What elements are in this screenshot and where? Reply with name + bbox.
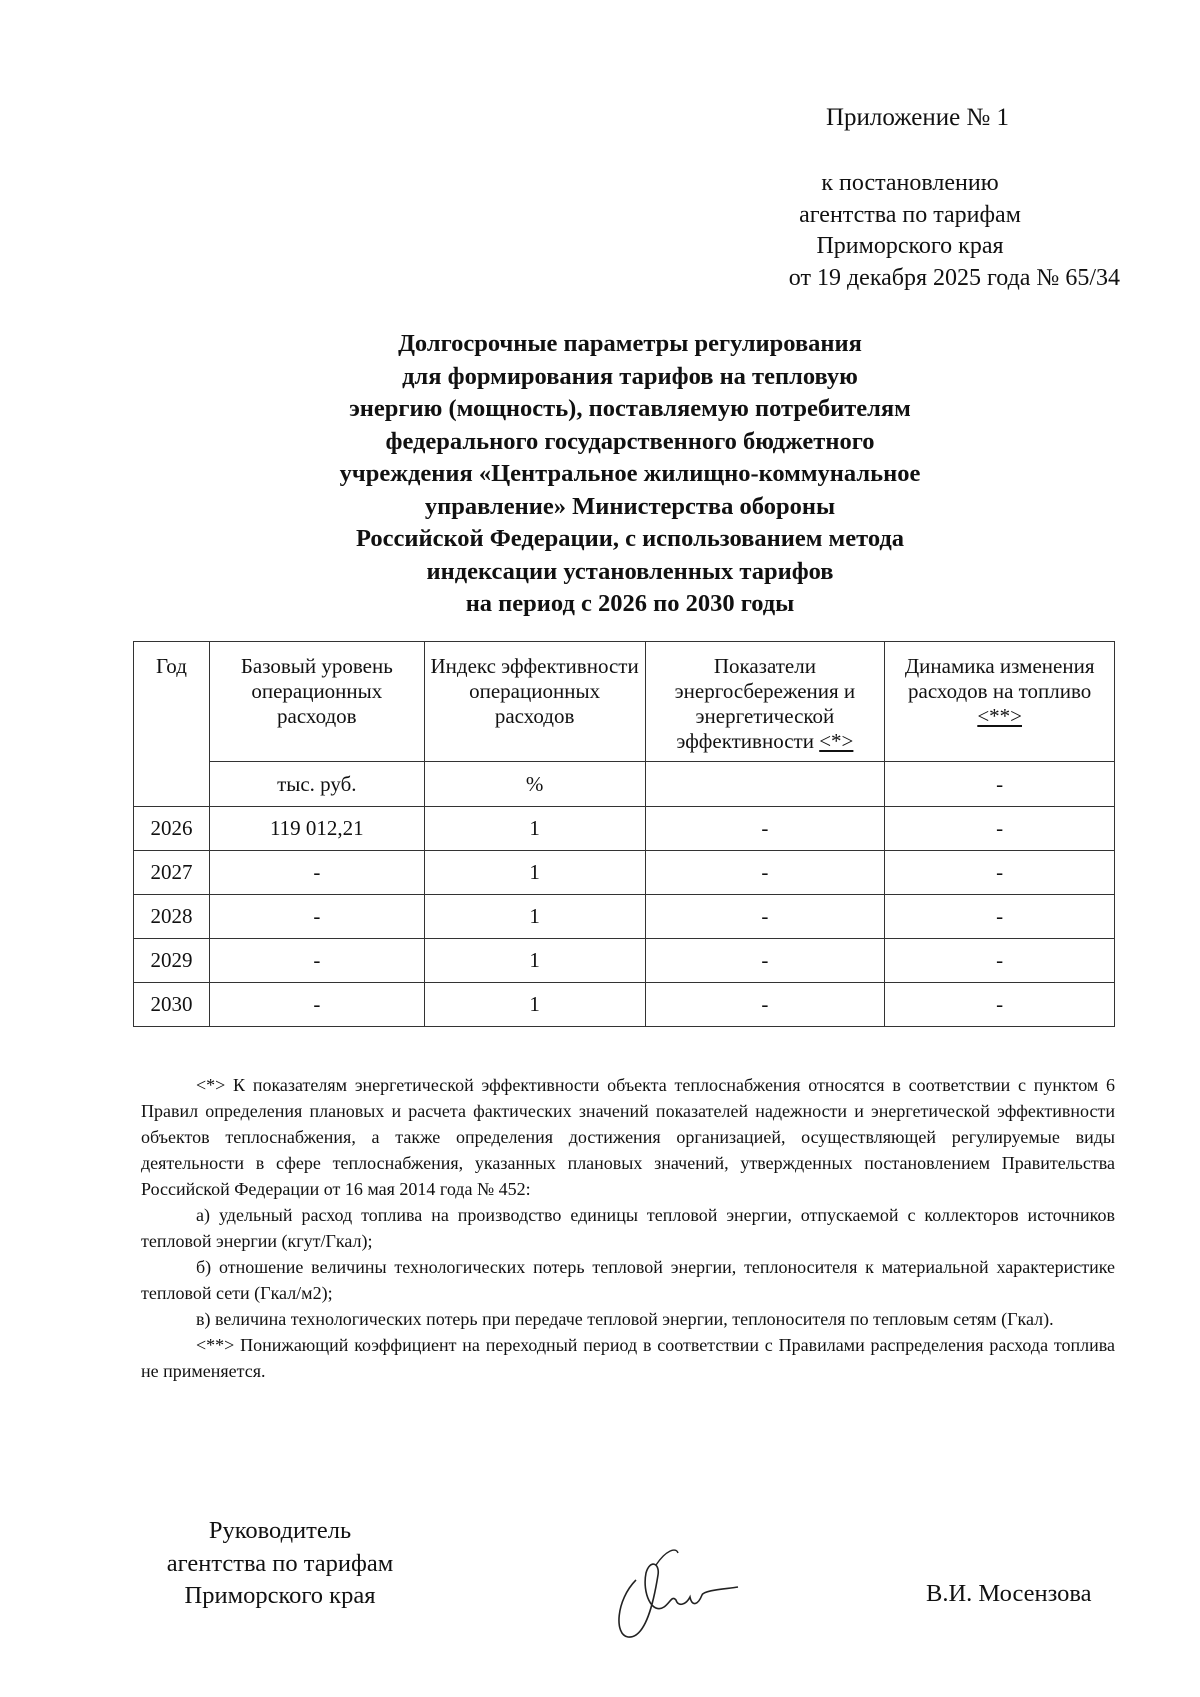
table-units-row bbox=[134, 762, 1115, 807]
header-fuel-dynamics bbox=[885, 642, 1115, 762]
position-line: агентства по тарифам bbox=[166, 1549, 394, 1577]
table-row bbox=[134, 851, 1115, 895]
footnotes bbox=[141, 1072, 1115, 1384]
footnote-item-a: а) удельный расход топлива на производство единицы тепловой энергии, отпускаемой с коллекторов источников тепловой энергии (кгут/Гкал); bbox=[141, 1205, 1115, 1251]
title-line: индексации установленных тарифов bbox=[426, 557, 834, 585]
cell-year: 2026 bbox=[134, 807, 210, 851]
cell-index: 1 bbox=[424, 807, 645, 851]
cell-fuel: - bbox=[885, 851, 1115, 895]
reference-line: к постановлению bbox=[821, 170, 999, 196]
cell-energy: - bbox=[645, 983, 885, 1027]
parameters-table bbox=[133, 641, 1115, 1027]
unit-cell: % bbox=[424, 762, 645, 807]
title-line: федерального государственного бюджетного bbox=[385, 427, 875, 455]
cell-base-level: 119 012,21 bbox=[209, 807, 424, 851]
unit-cell: тыс. руб. bbox=[209, 762, 424, 807]
position-line: Руководитель bbox=[208, 1517, 352, 1544]
footnote-item-b: б) отношение величины технологических потерь тепловой энергии, теплоносителя к материальной характеристике тепловой сети (Гкал/м2); bbox=[141, 1257, 1115, 1303]
cell-fuel: - bbox=[885, 939, 1115, 983]
cell-year: 2029 bbox=[134, 939, 210, 983]
unit-cell: - bbox=[885, 762, 1115, 807]
signatory-position bbox=[140, 1515, 420, 1613]
cell-base-level: - bbox=[209, 983, 424, 1027]
cell-energy: - bbox=[645, 807, 885, 851]
cell-year: 2030 bbox=[134, 983, 210, 1027]
header-year: Год bbox=[134, 642, 210, 807]
cell-index: 1 bbox=[424, 851, 645, 895]
cell-fuel: - bbox=[885, 895, 1115, 939]
cell-year: 2027 bbox=[134, 851, 210, 895]
table-row bbox=[134, 983, 1115, 1027]
table-row bbox=[134, 895, 1115, 939]
title-line: учреждения «Центральное жилищно-коммунальное bbox=[339, 460, 921, 487]
title-line: для формирования тарифов на тепловую bbox=[402, 362, 858, 390]
table-row bbox=[134, 807, 1115, 851]
header-efficiency-index: Индекс эффективности операционных расходов bbox=[424, 642, 645, 762]
footnote-ref-link[interactable]: <*> bbox=[819, 729, 854, 753]
title-line: управление» Министерства обороны bbox=[424, 492, 836, 520]
title-line: на период с 2026 по 2030 годы bbox=[465, 590, 795, 617]
cell-year: 2028 bbox=[134, 895, 210, 939]
cell-energy: - bbox=[645, 939, 885, 983]
reference-line: агентства по тарифам bbox=[799, 201, 1021, 228]
table-header-row bbox=[134, 642, 1115, 762]
footnote-fuel: <**> Понижающий коэффициент на переходный период в соответствии с Правилами распределения расхода топлива не применяется. bbox=[141, 1335, 1115, 1381]
cell-index: 1 bbox=[424, 939, 645, 983]
document-title bbox=[250, 328, 1010, 621]
title-line: энергию (мощность), поставляемую потребителям bbox=[349, 395, 911, 422]
cell-base-level: - bbox=[209, 939, 424, 983]
reference-date-line: от 19 декабря 2025 года № 65/34 bbox=[788, 264, 1120, 291]
header-text: Динамика изменения расходов на топливо bbox=[904, 654, 1095, 703]
cell-fuel: - bbox=[885, 983, 1115, 1027]
header-text: Показатели энергосбережения и энергетической эффективности bbox=[674, 654, 856, 753]
header-base-level: Базовый уровень операционных расходов bbox=[209, 642, 424, 762]
unit-cell bbox=[645, 762, 885, 807]
cell-energy: - bbox=[645, 895, 885, 939]
title-line: Долгосрочные параметры регулирования bbox=[398, 330, 862, 357]
cell-index: 1 bbox=[424, 983, 645, 1027]
cell-base-level: - bbox=[209, 851, 424, 895]
cell-fuel: - bbox=[885, 807, 1115, 851]
signatory-name: В.И. Мосензова bbox=[926, 1580, 1092, 1607]
table-row bbox=[134, 939, 1115, 983]
footnote-ref-link[interactable]: <**> bbox=[977, 704, 1022, 728]
appendix-number: Приложение № 1 bbox=[826, 104, 1010, 131]
cell-index: 1 bbox=[424, 895, 645, 939]
resolution-reference bbox=[700, 168, 1120, 294]
header-energy-saving bbox=[645, 642, 885, 762]
cell-base-level: - bbox=[209, 895, 424, 939]
footnote-item-c: в) величина технологических потерь при передаче тепловой энергии, теплоносителя по тепловым сетям (Гкал). bbox=[196, 1309, 1054, 1329]
title-line: Российской Федерации, с использованием метода bbox=[355, 525, 905, 552]
reference-line: Приморского края bbox=[816, 233, 1004, 259]
footnote-energy-efficiency: <*> К показателям энергетической эффективности объекта теплоснабжения относятся в соответствии с пунктом 6 Правил определения плановых и расчета фактических значений показателей надежности и энергетической эффективности объектов теплоснабжения, а также определения достижения организацией, осуществляющей регулируемые виды деятельности в сфере теплоснабжения, указанных плановых значений, утвержденных постановлением Правительства Российской Федерации от 16 мая 2014 года № 452: bbox=[141, 1075, 1115, 1199]
position-line: Приморского края bbox=[184, 1582, 376, 1609]
handwritten-signature bbox=[606, 1545, 741, 1645]
cell-energy: - bbox=[645, 851, 885, 895]
